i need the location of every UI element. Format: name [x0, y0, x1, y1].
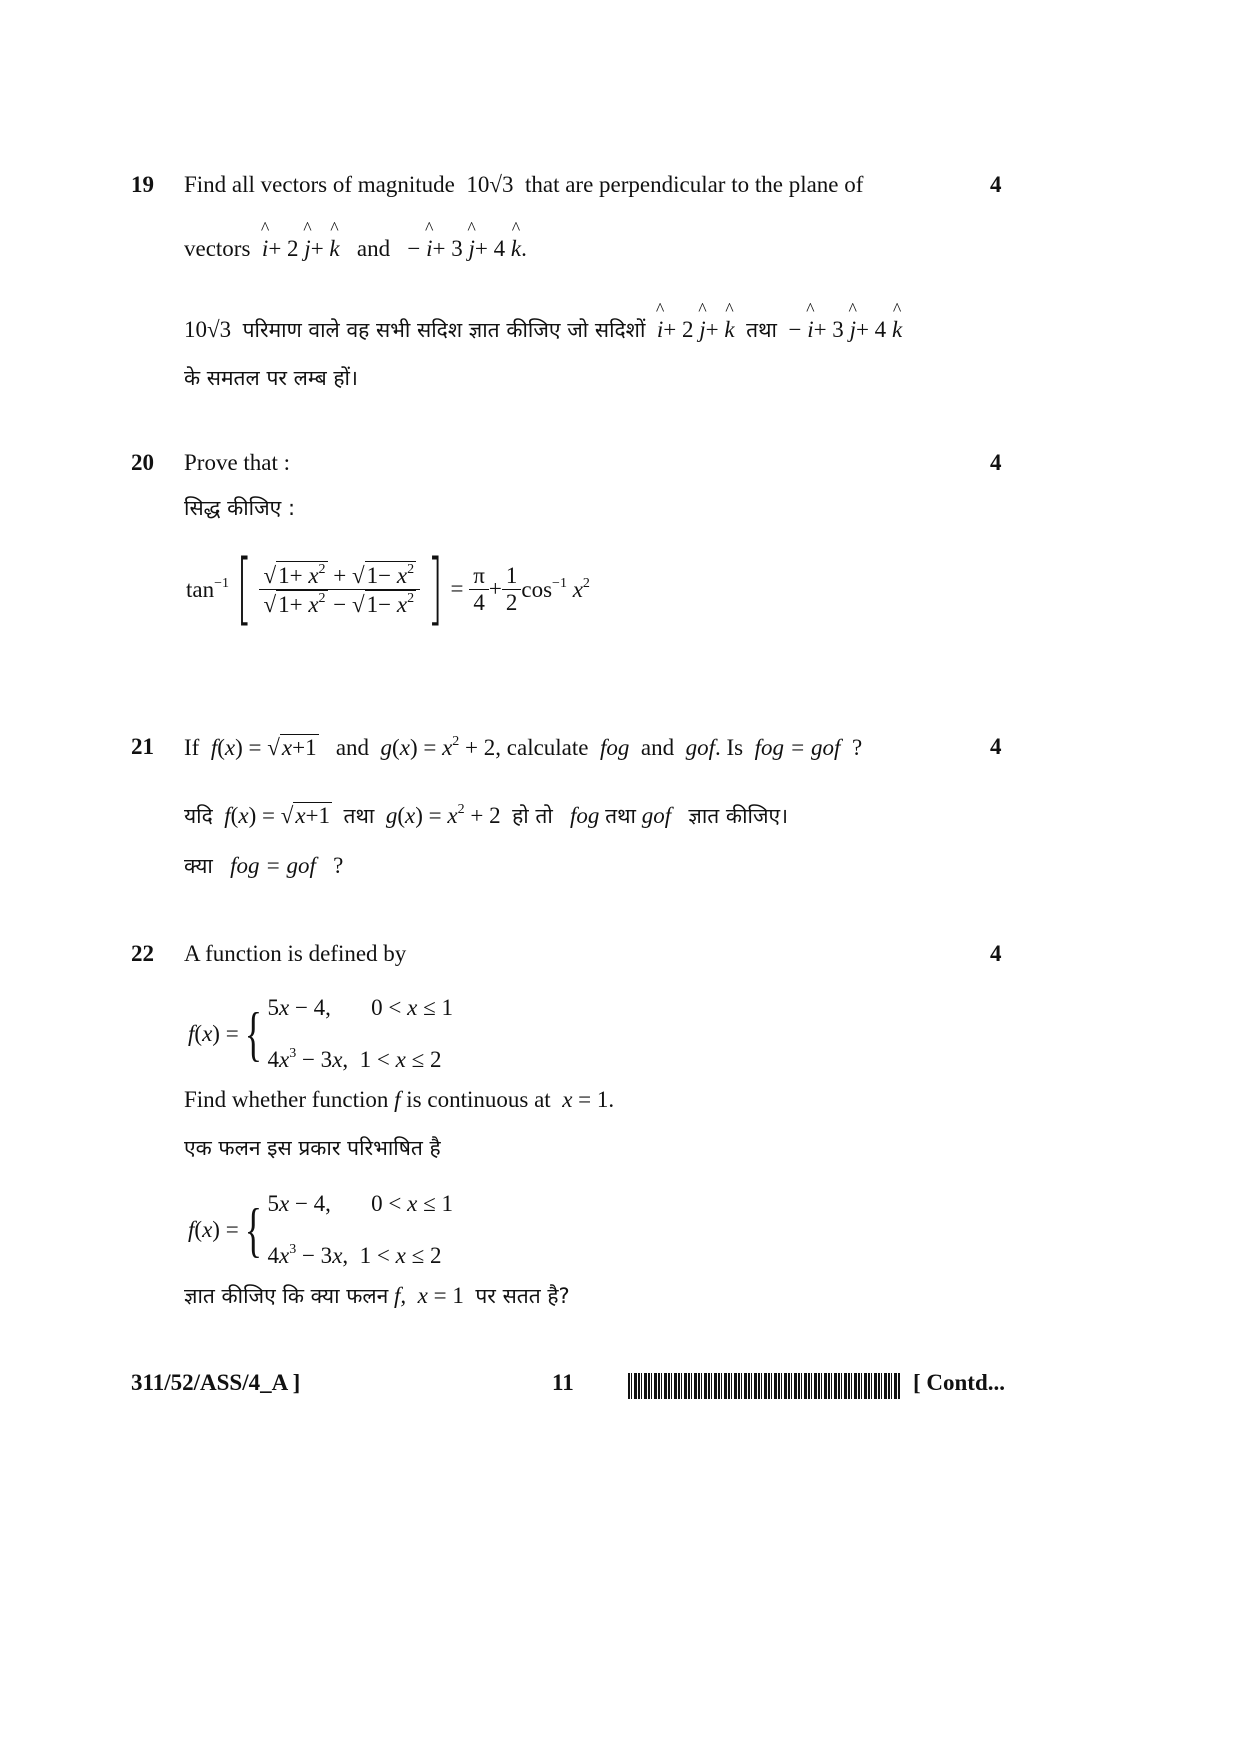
q21-hi-fog: fog [570, 803, 600, 828]
q22-hindi-find [184, 1282, 570, 1310]
question-marks-21: 4 [990, 734, 1002, 759]
question-number-19: 19 [131, 172, 154, 197]
question-number-21: 21 [131, 734, 154, 759]
q22-hi-find-text-b: पर सतत है? [475, 1284, 570, 1308]
q21-hi-gyat: ज्ञात कीजिए। [688, 804, 789, 828]
q20-fraction [259, 561, 420, 618]
question-marks-20: 4 [990, 450, 1002, 475]
q22-hindi-def: एक फलन इस प्रकार परिभाषित है [184, 1136, 441, 1160]
q21-hi-yadi: यदि [184, 804, 213, 828]
q22-hi-x-eq-1: x = 1 [417, 1283, 464, 1308]
question-number-22: 22 [131, 941, 154, 966]
q20-rhs: = [450, 576, 470, 601]
q21-is: . Is [715, 735, 744, 760]
q21-hi-question-mark: ? [333, 853, 344, 878]
q20-tan-inverse: $\tan^{-1}$ [186, 575, 230, 602]
q22-hi-brace: { [244, 1197, 262, 1263]
q22-find-line [184, 1087, 614, 1113]
q20-english-line: Prove that : [184, 450, 291, 475]
q21-hi-fog-eq-gof: fog = gof [230, 853, 316, 878]
q19-text-b: that are perpendicular to the plane of [524, 172, 864, 197]
q20-denominator: $√1+ x^2 - √1- x^2$ [263, 590, 415, 617]
q21-english-line [184, 734, 862, 761]
q21-and-2: and [640, 735, 675, 760]
q21-hi-gof: gof [641, 803, 672, 828]
q22-piecewise-2 [188, 1181, 453, 1279]
question-marks-22: 4 [990, 941, 1002, 966]
q22-case-1: 5x − 4, 0 < x ≤ 1 [267, 995, 453, 1020]
q19-hi-magnitude: 10√3 [184, 317, 232, 342]
q21-fog-eq-gof: fog = gof [754, 735, 841, 760]
q21-hindi-line-2 [184, 852, 343, 880]
q19-hindi-line-1 [184, 316, 902, 344]
q20-pi-over-4: $\frac{\pi}{4}$ [469, 563, 489, 616]
q22-cases [267, 985, 453, 1083]
q21-gof: gof [685, 735, 715, 760]
q21-hi-f-def: f(x) = √x+1 [224, 803, 331, 828]
q21-hi-tatha-2: तथा [605, 804, 636, 828]
q21-fog: fog [600, 735, 630, 760]
q19-vector-2: − ^ i+ 3 ^ j+ 4 ^ k. [407, 236, 526, 261]
q22-f-of-x: f(x) = [188, 1021, 239, 1046]
q20-plus: + [488, 576, 502, 601]
q19-vectors-label: vectors [184, 236, 251, 261]
q22-case-2: $4x^3 - 3x$, 1 < x ≤ 2 [267, 1046, 442, 1072]
q22-find-text-b: is continuous at [406, 1087, 551, 1112]
q19-hi-vector-2: − ^ i+ 3 ^ j+ 4 ^ k [788, 317, 902, 342]
q20-numerator: $√1+ x^2 + √1- x^2$ [259, 561, 420, 590]
q19-and: and [356, 236, 391, 261]
q22-find-text: Find whether function [184, 1087, 389, 1112]
q21-hi-g-def: $g(x) = x^2 + 2$ [385, 802, 501, 828]
q19-english-line-1 [184, 172, 863, 198]
footer-page-number: 11 [552, 1370, 574, 1395]
q21-hi-kya: क्या [184, 854, 213, 878]
q19-hindi-line-2: के समतल पर लम्ब हों। [184, 366, 358, 390]
q19-text: Find all vectors of magnitude [184, 172, 455, 197]
q20-hindi-line: सिद्ध कीजिए : [184, 496, 296, 520]
q19-hi-text: परिमाण वाले वह सभी सदिश ज्ञात कीजिए जो सदिशों [242, 318, 646, 342]
q22-english-line: A function is defined by [184, 941, 407, 966]
q21-if: If [184, 735, 200, 760]
footer-code: 311/52/ASS/4_A ] [131, 1370, 301, 1395]
q22-hi-case-1: 5x − 4, 0 < x ≤ 1 [267, 1191, 453, 1216]
q19-magnitude: 10√3 [466, 172, 514, 197]
q20-left-bracket: [ [236, 544, 252, 634]
q22-f: f [394, 1087, 401, 1112]
q20-right-bracket: ] [427, 544, 443, 634]
question-number-20: 20 [131, 450, 154, 475]
q22-hi-case-2: $4x^3 - 3x$, 1 < x ≤ 2 [267, 1242, 442, 1268]
q21-hindi-line-1 [184, 802, 788, 830]
q22-piecewise-1 [188, 985, 453, 1083]
q22-hi-find-text: ज्ञात कीजिए कि क्या फलन [184, 1284, 389, 1308]
q22-x-eq-1: x = 1. [562, 1087, 615, 1112]
q21-and: and [335, 735, 370, 760]
q21-f-def: f(x) = √x+1 [210, 735, 317, 760]
q20-equation [186, 544, 590, 634]
q19-hi-vector-1: ^ i+ 2 ^ j+ ^ k [657, 317, 735, 342]
q19-hi-tatha: तथा [746, 318, 777, 342]
footer-contd: [ Contd... [913, 1370, 1006, 1395]
q21-question-mark: ? [851, 735, 863, 760]
q20-cos-inverse: $\cos^{-1} x^2$ [521, 575, 590, 602]
q19-english-line-2 [184, 236, 527, 262]
q22-hi-cases [267, 1181, 453, 1279]
q22-hi-f-of-x: f(x) = [188, 1217, 239, 1242]
question-marks-19: 4 [990, 172, 1002, 197]
q21-calculate: , calculate [495, 735, 589, 760]
q21-g-def: $g(x) = x^2 + 2$ [380, 734, 496, 760]
q20-half: $\frac{1}{2}$ [502, 563, 522, 616]
q19-vector-1: ^ i+ 2 ^ j+ ^ k [262, 236, 340, 261]
barcode [628, 1371, 900, 1399]
q21-hi-tatha: तथा [343, 804, 375, 828]
q22-brace: { [244, 1001, 262, 1067]
q22-hi-f: f, [394, 1283, 407, 1308]
q21-hi-ho-to: हो तो [512, 804, 553, 828]
